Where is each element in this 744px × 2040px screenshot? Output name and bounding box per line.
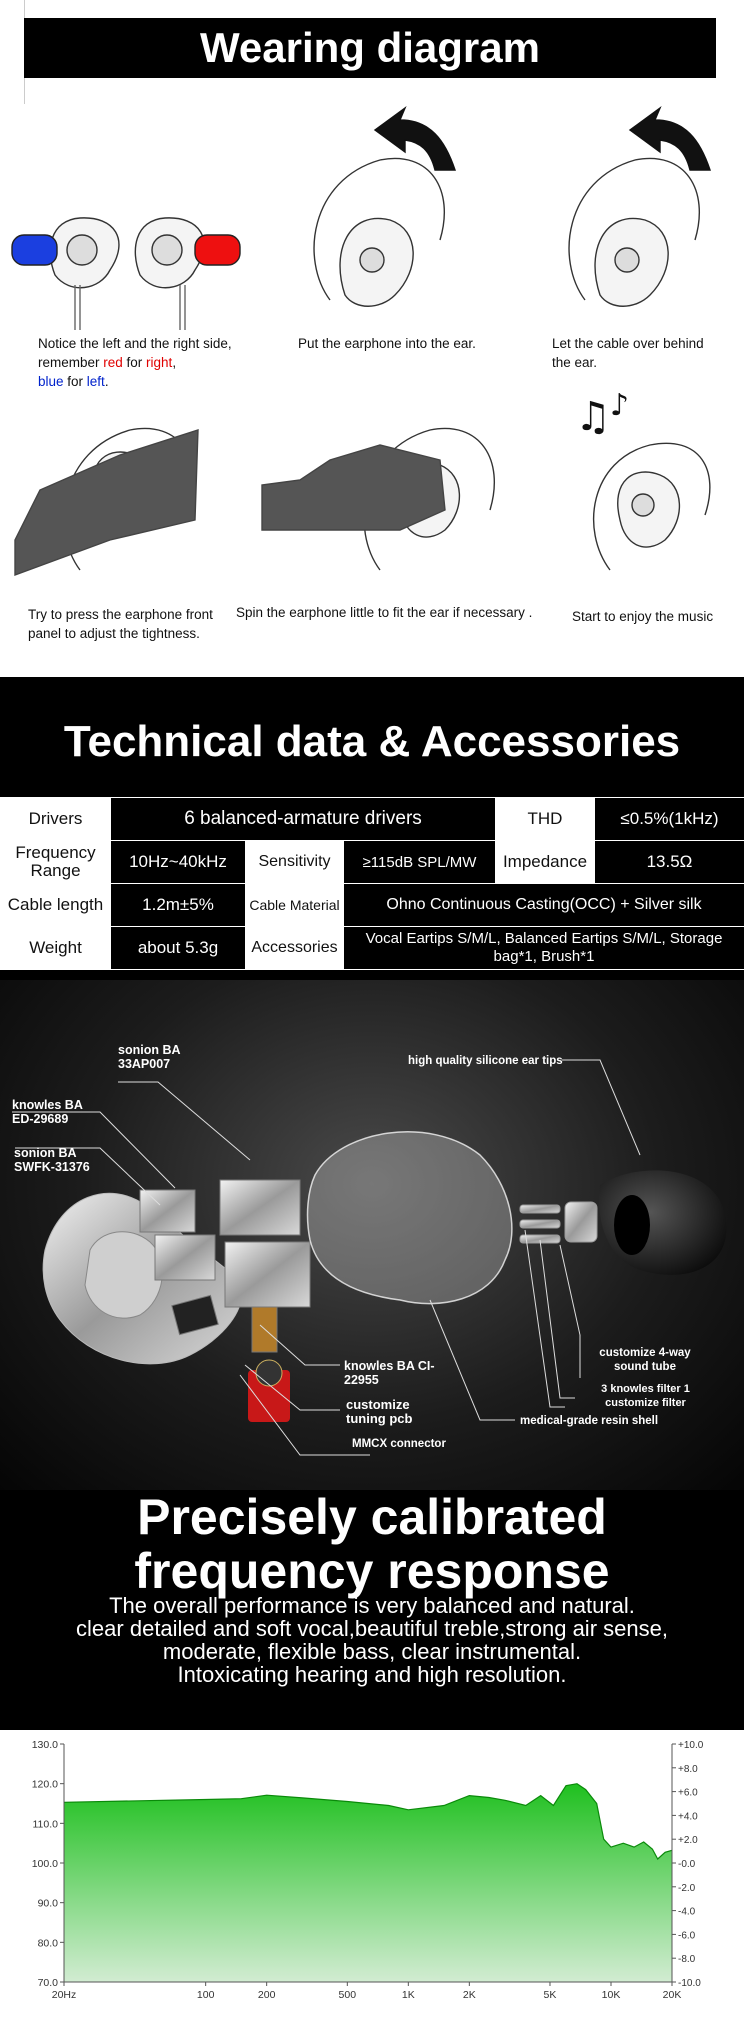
y2-tick-label: +2.0 — [678, 1835, 698, 1847]
y2-tick-label: -8.0 — [678, 1954, 696, 1966]
weight-label: Weight — [1, 927, 111, 970]
y-tick-label: 110.0 — [32, 1818, 58, 1831]
cable-length-label: Cable length — [1, 884, 111, 927]
step3-caption: Let the cable over behind the ear. — [552, 336, 704, 370]
step1-text: for — [122, 355, 147, 370]
y-tick-label: 90.0 — [37, 1897, 58, 1910]
y2-tick-label: -10.0 — [678, 1978, 701, 1989]
x-tick-label: 100 — [196, 1989, 215, 2001]
response-title — [0, 1490, 744, 1598]
cable-material-value: Ohno Continuous Casting(OCC) + Silver silk — [344, 884, 744, 927]
step1-left-word: left — [86, 374, 105, 389]
svg-text:♪: ♪ — [610, 388, 630, 423]
y-tick-label: 130.0 — [31, 1739, 58, 1751]
part-label: 3 knowles filter 1 customize filter — [601, 1383, 690, 1409]
part-label: high quality silicone ear tips — [408, 1055, 563, 1067]
wearing-illustrations-top — [0, 100, 744, 330]
y-tick-label: 120.0 — [31, 1778, 58, 1791]
response-title-line: Precisely calibrated — [137, 1489, 607, 1545]
connector-shape — [248, 1360, 290, 1422]
y2-tick-label: -6.0 — [678, 1930, 696, 1942]
y2-tick-label: +10.0 — [678, 1740, 704, 1751]
description-line: The overall performance is very balanced and natural. — [109, 1593, 635, 1618]
y2-tick-label: +4.0 — [678, 1811, 698, 1823]
x-tick-label: 5K — [543, 1989, 557, 2001]
response-section — [0, 1490, 744, 1730]
resin-shell-shape — [308, 1132, 512, 1304]
frequency-response-chart — [0, 1730, 744, 2040]
description-line: clear detailed and soft vocal,beautiful treble,strong air sense, — [76, 1616, 668, 1641]
x-tick-label: 20Hz — [51, 1989, 77, 2001]
step1-text: for — [63, 374, 87, 389]
step5-caption: Spin the earphone little to fit the ear if necessary . — [236, 605, 533, 620]
spin-earphone-illustration — [262, 428, 494, 570]
step6-caption: Start to enjoy the music — [572, 609, 714, 624]
step4-caption: Try to press the earphone front panel to adjust the tightness. — [28, 607, 213, 641]
response-description — [0, 1594, 744, 1686]
response-area — [64, 1784, 672, 1982]
step1-red-word: red — [103, 355, 123, 370]
step1-right-word: right — [146, 355, 173, 370]
thd-label: THD — [496, 798, 595, 841]
part-label: sonion BA 33AP007 — [118, 1043, 181, 1071]
drivers-label: Drivers — [1, 798, 111, 841]
step1-text: , — [172, 355, 177, 370]
drivers-value: 6 balanced-armature drivers — [111, 798, 496, 841]
table-row — [1, 841, 744, 884]
description-line: Intoxicating hearing and high resolution. — [177, 1662, 567, 1687]
wearing-section — [0, 0, 744, 677]
earphones-pair-illustration — [12, 218, 240, 330]
response-title-line: frequency response — [134, 1543, 610, 1599]
x-tick-label: 1K — [401, 1989, 415, 2001]
y2-tick-label: +6.0 — [678, 1787, 698, 1799]
step1-text: remember — [38, 355, 104, 370]
music-notes-illustration — [575, 388, 710, 570]
filters-shape — [520, 1202, 597, 1243]
weight-value: about 5.3g — [111, 927, 246, 970]
y2-tick-label: -2.0 — [678, 1882, 696, 1894]
table-row — [1, 884, 744, 927]
cable-over-ear-illustration — [569, 108, 710, 306]
freq-label: Frequency Range — [1, 841, 111, 884]
part-label: customize tuning pcb — [346, 1397, 413, 1426]
description-line: moderate, flexible bass, clear instrumental. — [162, 1639, 582, 1664]
x-tick-label: 10K — [601, 1989, 621, 2001]
step2-caption: Put the earphone into the ear. — [298, 336, 476, 351]
spec-table — [0, 797, 744, 970]
tech-section — [0, 677, 744, 980]
ear-tip-shape — [599, 1170, 726, 1275]
y2-tick-label: -0.0 — [678, 1859, 696, 1870]
accessories-value: Vocal Eartips S/M/L, Balanced Eartips S/M/L, Storage bag*1, Brush*1 — [344, 927, 744, 970]
x-tick-label: 2K — [462, 1989, 476, 2001]
x-tick-label: 500 — [338, 1989, 357, 2001]
tech-title: Technical data & Accessories — [63, 717, 681, 766]
imp-label: Impedance — [496, 841, 595, 884]
part-label: knowles BA ED-29689 — [12, 1098, 83, 1126]
cable-length-value: 1.2m±5% — [111, 884, 246, 927]
sens-value: ≥115dB SPL/MW — [344, 841, 496, 884]
y-tick-label: 80.0 — [37, 1937, 58, 1950]
ear-insert-illustration — [314, 108, 455, 306]
svg-text:♫: ♫ — [575, 394, 611, 440]
y2-tick-label: -4.0 — [678, 1906, 696, 1918]
x-tick-label: 20K — [662, 1989, 682, 2001]
accessories-label: Accessories — [246, 927, 344, 970]
y-tick-label: 70.0 — [37, 1977, 58, 1989]
freq-value: 10Hz~40kHz — [111, 841, 246, 884]
part-label: sonion BA SWFK-31376 — [14, 1146, 90, 1174]
chart-section — [0, 1730, 744, 2040]
table-row — [1, 798, 744, 841]
cable-material-label: Cable Material — [246, 884, 344, 927]
x-tick-label: 200 — [257, 1989, 276, 2001]
part-label: MMCX connector — [352, 1438, 446, 1450]
part-label: medical-grade resin shell — [520, 1415, 659, 1427]
y2-tick-label: +8.0 — [678, 1763, 698, 1775]
step1-text: . — [104, 374, 109, 389]
table-row — [1, 927, 744, 970]
step1-blue-word: blue — [38, 374, 64, 389]
wearing-title: Wearing diagram — [24, 18, 716, 78]
imp-value: 13.5Ω — [595, 841, 744, 884]
step1-text: Notice the left and the right side, — [38, 336, 232, 351]
sens-label: Sensitivity — [246, 841, 344, 884]
wearing-illustrations-bottom — [0, 370, 744, 600]
part-label: customize 4-way sound tube — [599, 1347, 691, 1373]
press-panel-illustration — [15, 428, 198, 575]
y-tick-label: 100.0 — [31, 1858, 58, 1870]
exploded-view-section — [0, 980, 744, 1490]
part-label: knowles BA CI-22955 — [344, 1359, 435, 1387]
thd-value: ≤0.5%(1kHz) — [595, 798, 744, 841]
